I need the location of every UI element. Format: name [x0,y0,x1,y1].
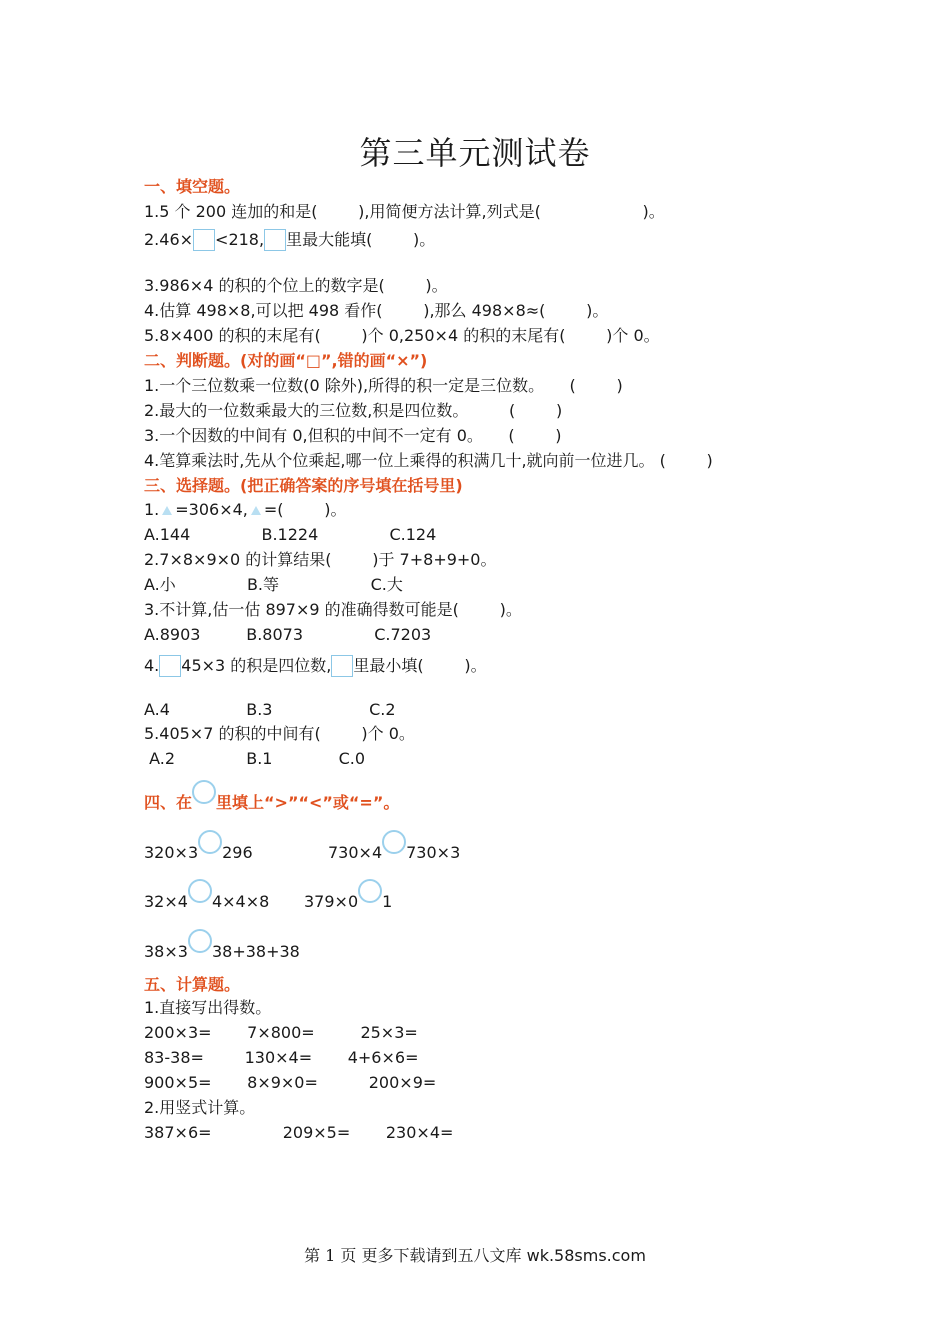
section-4-heading [144,780,399,813]
s3-question-4-options: A.4 B.3 C.2 [144,700,396,719]
blank-circle-icon [198,830,222,854]
s2-question-3: 3.一个因数的中间有 0,但积的中间不一定有 0。 ( ) [144,426,562,445]
s2-heading-tail: ”,错的画“×”) [320,351,428,370]
compare-row-1a [144,830,253,863]
blank-circle-icon [382,830,406,854]
s5-sub-2: 2.用竖式计算。 [144,1098,256,1117]
compare-right: 38+38+38 [211,942,300,961]
s2-question-4: 4.笔算乘法时,先从个位乘起,哪一位上乘得的积满几十,就向前一位进几。 ( ) [144,451,713,470]
compare-right: 296 [222,843,253,862]
footer-link[interactable]: wk.58sms.com [526,1246,646,1265]
s1-q2-part-c: 里最大能填( )。 [286,230,436,249]
compare-row-2b [304,879,392,912]
s3-q1-part-c: =( )。 [263,500,347,519]
triangle-icon [162,506,172,515]
triangle-icon [251,506,261,515]
s1-question-5: 5.8×400 的积的末尾有( )个 0,250×4 的积的末尾有( )个 0。 [144,326,660,345]
compare-left: 32×4 [144,892,188,911]
section-1-heading: 一、填空题。 [144,177,241,196]
s1-question-1: 1.5 个 200 连加的和是( ),用简便方法计算,列式是( )。 [144,202,665,221]
s2-question-2: 2.最大的一位数乘最大的三位数,积是四位数。 ( ) [144,401,563,420]
compare-left: 379×0 [304,892,359,911]
s4-heading-part-b: 里填上“>”“<”或“=”。 [216,793,400,812]
blank-square-icon [331,655,353,677]
compare-right: 1 [382,892,393,911]
compare-row-1b [328,830,460,863]
section-2-heading [144,351,427,371]
s3-question-1-options: A.144 B.1224 C.124 [144,525,437,544]
blank-square-icon [264,229,286,251]
calc-row-4: 387×6= 209×5= 230×4= [144,1123,454,1142]
blank-square-icon [159,655,181,677]
compare-row-2a [144,879,269,912]
s3-q4-part-b: 45×3 的积是四位数, [181,656,332,675]
check-mark-placeholder: □ [305,351,321,370]
s2-heading-text: 二、判断题。(对的画“ [144,351,306,370]
s3-question-5: 5.405×7 的积的中间有( )个 0。 [144,724,415,743]
blank-circle-icon [358,879,382,903]
calc-row-3: 900×5= 8×9×0= 200×9= [144,1073,437,1092]
s3-question-3-options: A.8903 B.8073 C.7203 [144,625,432,644]
s3-question-3: 3.不计算,估一估 897×9 的准确得数可能是( )。 [144,600,522,619]
footer-text: 第 1 页 更多下载请到五八文库 [304,1246,527,1265]
compare-left: 38×3 [144,942,188,961]
s1-question-2 [144,229,435,251]
s5-sub-1: 1.直接写出得数。 [144,998,272,1017]
blank-circle-icon [188,879,212,903]
s3-q1-part-a: 1. [144,500,160,519]
s3-question-4 [144,655,487,677]
s3-q4-part-c: 里最小填( )。 [353,656,487,675]
compare-right: 730×3 [406,843,461,862]
s1-question-3: 3.986×4 的积的个位上的数字是( )。 [144,276,448,295]
s1-question-4: 4.估算 498×8,可以把 498 看作( ),那么 498×8≈( )。 [144,301,609,320]
s3-question-1 [144,500,346,520]
compare-row-3 [144,929,300,962]
calc-row-1: 200×3= 7×800= 25×3= [144,1023,418,1042]
page-footer [0,1243,950,1266]
blank-circle-icon [192,780,216,804]
section-3-heading: 三、选择题。(把正确答案的序号填在括号里) [144,476,463,495]
compare-right: 4×4×8 [211,892,270,911]
blank-square-icon [193,229,215,251]
blank-circle-icon [188,929,212,953]
s3-question-5-options: A.2 B.1 C.0 [144,749,366,768]
s4-heading-part-a: 四、在 [144,793,193,812]
s2-question-1: 1.一个三位数乘一位数(0 除外),所得的积一定是三位数。 ( ) [144,376,623,395]
calc-row-2: 83-38= 130×4= 4+6×6= [144,1048,419,1067]
s1-q2-part-b: <218, [215,230,265,249]
page-title: 第三单元测试卷 [359,134,591,172]
s1-q2-part-a: 2.46× [144,230,194,249]
s3-q4-part-a: 4. [144,656,160,675]
section-5-heading: 五、计算题。 [144,975,241,994]
compare-left: 730×4 [328,843,383,862]
s3-question-2-options: A.小 B.等 C.大 [144,575,403,594]
s3-q1-part-b: =306×4, [175,500,248,519]
s3-question-2: 2.7×8×9×0 的计算结果( )于 7+8+9+0。 [144,550,497,569]
compare-left: 320×3 [144,843,199,862]
